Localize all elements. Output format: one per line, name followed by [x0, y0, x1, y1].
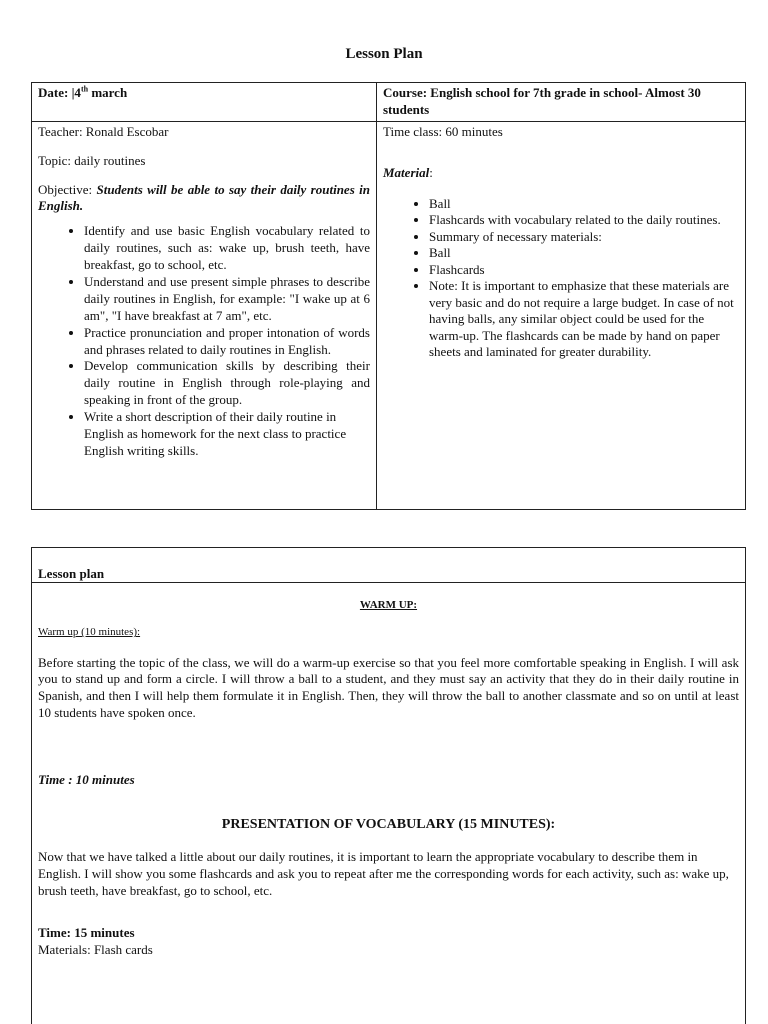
warm-up-subtitle: Warm up (10 minutes):	[38, 626, 141, 639]
date-label: Date: |4	[38, 85, 81, 100]
date-month: march	[88, 85, 128, 100]
course-cell	[377, 83, 746, 122]
list-item: • Understand and use present simple phrases to describe daily routines in English, for example: "I wake up at 6 am", "I have breakfast at 7 am", etc.	[84, 274, 370, 325]
list-item: • Flashcards with vocabulary related to the daily routines.	[429, 212, 739, 229]
material-label: Material	[383, 164, 430, 180]
list-item: • Summary of necessary materials:	[429, 229, 739, 246]
objectives-list	[38, 223, 370, 459]
presentation-paragraph: Now that we have talked a little about our daily routines, it is important to learn the appropriate vocabulary to describe them in English. I will show you some flashcards and ask you to repeat after me the corresponding words for each activity, such as: wake up, brush teeth, have breakfast, go to school, etc.	[38, 849, 729, 899]
lesson-plan-header: Lesson plan	[32, 548, 745, 583]
date-cell	[32, 83, 377, 122]
warm-up-paragraph: Before starting the topic of the class, we will do a warm-up exercise so that you feel more comfortable speaking in English. I will ask you to stand up and form a circle. I will throw a ball to a student, and they must say an activity that they do in their daily routine in Spanish, and then I will help them formulate it in English. Then, they will throw the ball to another classmate and so on until at least 10 students have spoken once.	[38, 654, 739, 721]
topic-line: Topic: daily routines	[38, 152, 146, 168]
materials-list	[383, 196, 739, 361]
objective-line	[38, 182, 370, 216]
list-item: • Ball	[429, 245, 739, 262]
lesson-plan-content	[32, 598, 745, 959]
objective-label: Objective:	[38, 181, 97, 197]
list-item: • Identify and use basic English vocabulary related to daily routines, such as: wake up, brush teeth, have breakfast, go to school, etc.	[84, 223, 370, 274]
list-item: • Write a short description of their daily routine in English as homework for the next class to practice English writing skills.	[84, 409, 370, 460]
presentation-materials: Materials: Flash cards	[38, 941, 153, 957]
warm-up-time: Time : 10 minutes	[38, 772, 135, 788]
objective-text: Students will be able to say their daily routines in English.	[38, 181, 370, 214]
lesson-plan-box	[31, 547, 746, 1024]
time-class-line: Time class: 60 minutes	[383, 123, 503, 139]
teacher-line: Teacher: Ronald Escobar	[38, 123, 169, 139]
date-suffix: th	[80, 84, 89, 94]
document-title: Lesson Plan	[345, 46, 423, 62]
material-colon: :	[429, 164, 433, 180]
teacher-cell	[32, 121, 377, 509]
presentation-time: Time: 15 minutes	[38, 924, 135, 940]
list-item: • Practice pronunciation and proper intonation of words and phrases related to daily routines in English.	[84, 325, 370, 359]
list-item: • Note: It is important to emphasize that these materials are very basic and do not require a large budget. In case of not having balls, any similar object could be used for the warm-up. The flashcards can be made by hand on paper sheets and laminated for greater durability.	[429, 278, 739, 361]
list-item: • Ball	[429, 196, 739, 213]
list-item: • Flashcards	[429, 262, 739, 279]
lesson-info-table	[31, 82, 746, 510]
materials-cell	[377, 121, 746, 509]
warm-up-title: WARM UP:	[359, 599, 418, 611]
course-text: Course: English school for 7th grade in school- Almost 30 students	[383, 85, 701, 117]
presentation-title: PRESENTATION OF VOCABULARY (15 MINUTES):	[221, 817, 556, 833]
list-item: • Develop communication skills by describing their daily routine in English through role-playing and speaking in front of the group.	[84, 358, 370, 409]
material-heading	[383, 165, 739, 182]
